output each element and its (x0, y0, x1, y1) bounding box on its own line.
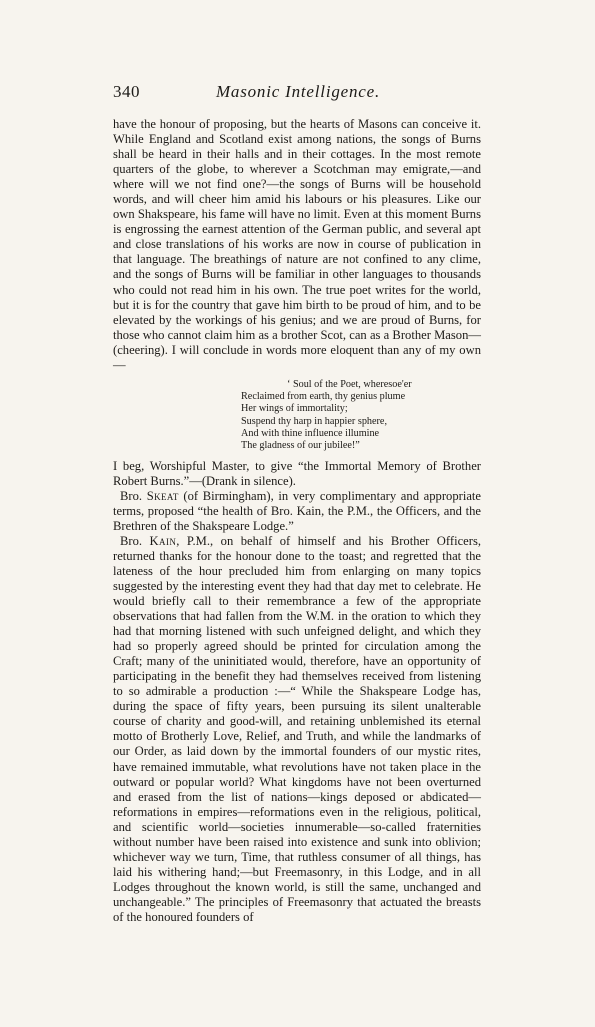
paragraph-kain-text: , P.M., on behalf of himself and his Brother Officers, returned thanks for the honour done to the toast; and regretted that the lateness of the hour precluded him from enlarging on many topics suggested by the interesting event they had that day met to celebrate. He would briefly call to their remembrance a few of the appropriate observations that had fallen from the W.M. in the oration to which they had that morning listened with such unfeigned delight, and which they had so properly agreed should be printed for circulation among the Craft; many of the uninitiated would, therefore, have an opportunity of participating in the benefit they had themselves received from listening to so admirable a production :—“ While the Shakspeare Lodge has, during the space of fifty years, been pursuing its silent unalterable course of charity and good-will, and retaining unblemished its eternal motto of Brotherly Love, Relief, and Truth, and while the landmarks of our Order, as laid down by the immortal founders of our mystic rites, have remained immutable, what revolutions have not taken place in the outward or popular world? What kingdoms have not been overturned and erased from the list of nations—kings deposed or abdicated—reformations in empires—reformations even in the religious, political, and scientific world—societies innumerable—so-called fraternities without number have been raised into existence and sunk into oblivion; whichever way we turn, Time, that ruthless consumer of all things, has laid his withering hand;—but Freemasonry, in this Lodge, and in all Lodges throughout the known world, is still the same, unchanged and unchangeable.” The principles of Freemasonry that actuated the breasts of the honoured founders of (113, 533, 481, 924)
paragraph-skeat (113, 489, 481, 534)
page-number: 340 (113, 82, 140, 101)
running-title: Masonic Intelligence. (215, 82, 381, 101)
paragraph-burns-speech: have the honour of proposing, but the hearts of Masons can conceive it. While England and Scotland exist among nations, the songs of Burns shall be heard in their halls and in their cottages. In the most remote quarters of the globe, to wherever a Scotchman may emigrate,—and where will we not find one?—the songs of Burns will be household words, and will cheer him amid his labours or his pleasures. Like our own Shakspeare, his fame will have no limit. Even at this moment Burns is engrossing the earnest attention of the German public, and several apt and close translations of his works are now in course of publication in that language. The breathings of nature are not confined to any clime, and the songs of Burns will be familiar in other languages to thousands who could not read him in his own. The true poet writes for the world, but it is for the country that gave him birth to be proud of him, and to be elevated by the workings of his genius; and we are proud of Burns, for those who cannot claim him as a brother Scot, can as a Brother Mason—(cheering). I will conclude in words more eloquent than any of my own— (113, 117, 481, 372)
poem-line: Her wings of immortality; (241, 403, 348, 415)
paragraph-kain (113, 534, 481, 925)
speaker-prefix: Bro. (120, 533, 143, 548)
poem-line: And with thine influence illumine (241, 427, 380, 439)
poem-line: ‘ Soul of the Poet, wheresoe'er (287, 378, 412, 390)
paragraph-skeat-text: (of Birmingham), in very complimentary and appropriate terms, proposed “the health of Bro. Kain, the P.M., the Officers, and the Brethren of the Shakspeare Lodge.” (113, 488, 481, 533)
poem-line: Suspend thy harp in happier sphere, (241, 415, 387, 427)
page-body (113, 117, 481, 925)
speaker-prefix: Bro. (120, 488, 143, 503)
poem-line: Reclaimed from earth, thy genius plume (241, 391, 406, 403)
poem-quotation (241, 379, 481, 453)
speaker-name-skeat: Skeat (146, 488, 179, 503)
page-header (113, 82, 483, 106)
speaker-name-kain: Kain (149, 533, 177, 548)
paragraph-toast: I beg, Worshipful Master, to give “the Immortal Memory of Brother Robert Burns.”—(Drank in silence). (113, 458, 481, 488)
poem-line: The gladness of our jubilee!” (241, 440, 360, 452)
